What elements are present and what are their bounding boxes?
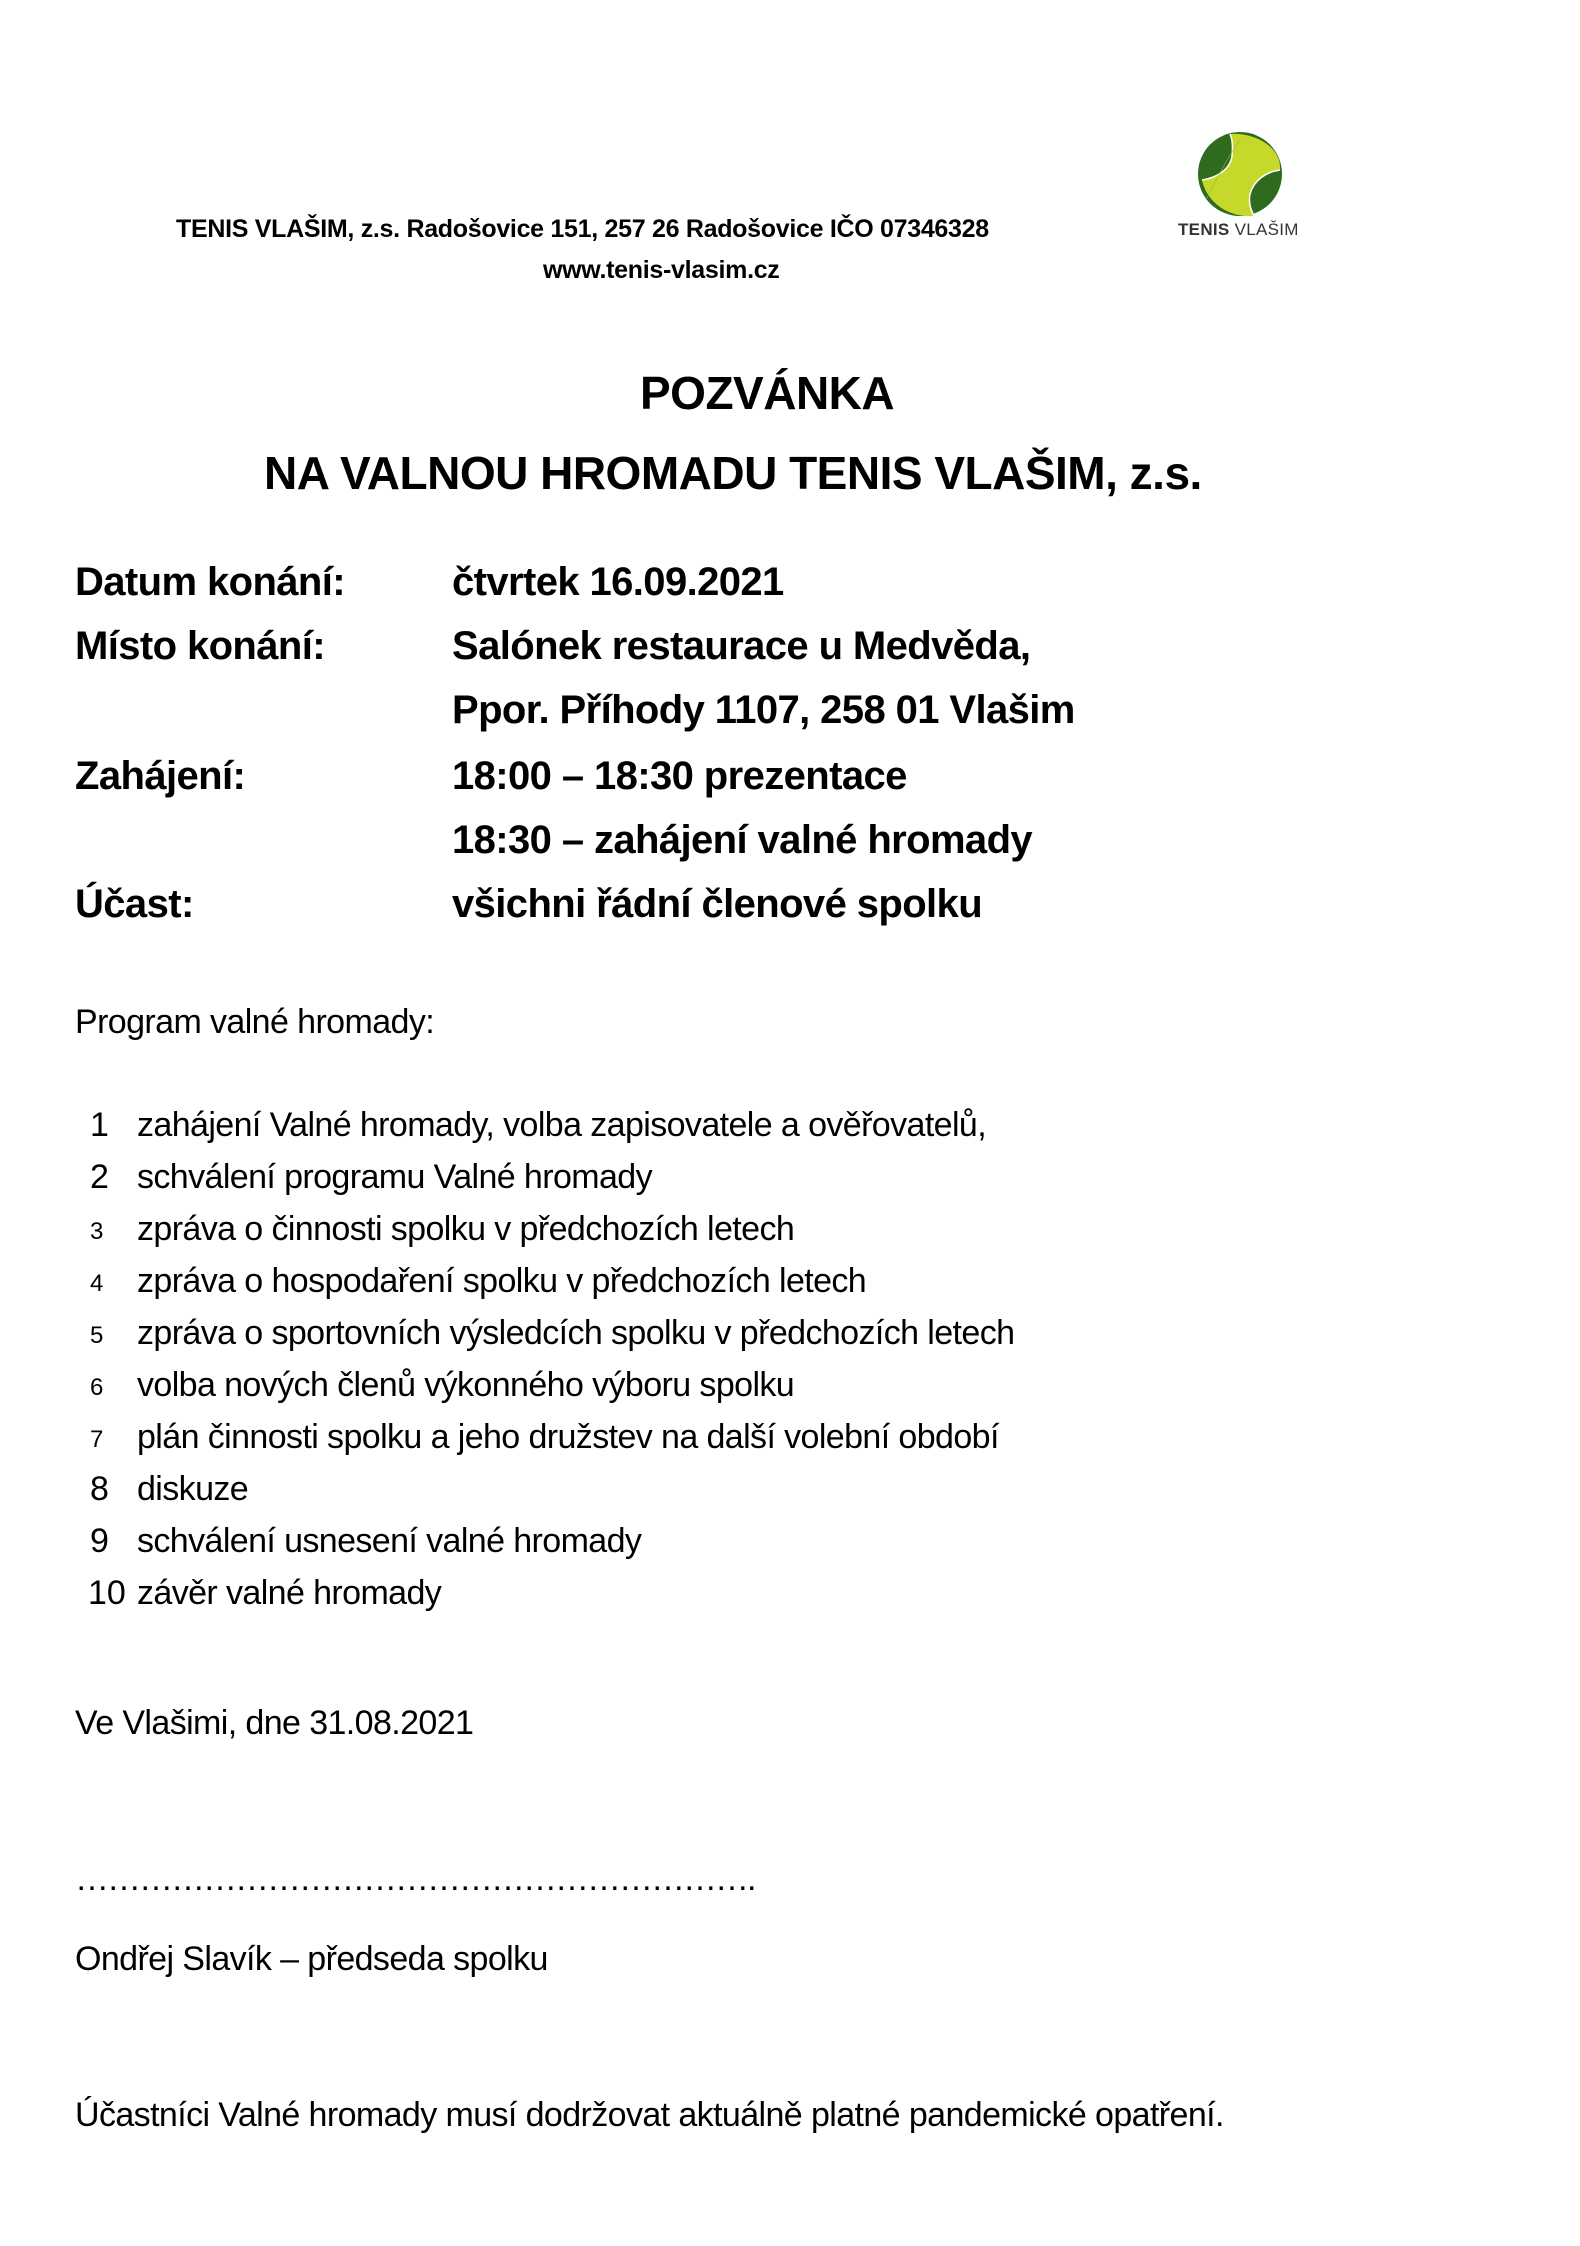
title-line-2: NA VALNOU HROMADU TENIS VLAŠIM, z.s. [264,447,1202,499]
info-value-registration: 18:00 – 18:30 prezentace [452,754,907,798]
program-item-text: zahájení Valné hromady, volba zapisovatele a ověřovatelů, [137,1106,987,1144]
website-text: www.tenis-vlasim.cz [543,256,780,284]
program-item-number: 8 [90,1470,109,1508]
program-item-text: zpráva o hospodaření spolku v předchozích letech [137,1262,867,1300]
program-item-number: 4 [90,1270,104,1297]
place-and-date: Ve Vlašimi, dne 31.08.2021 [75,1704,474,1742]
info-label-date: Datum konání: [75,560,345,604]
info-value-attendance: všichni řádní členové spolku [452,882,983,926]
signatory-name: Ondřej Slavík – předseda spolku [75,1940,548,1978]
program-item-text: zpráva o činnosti spolku v předchozích letech [137,1210,795,1248]
logo-text-bold: TENIS [1178,220,1230,239]
program-item-text: plán činnosti spolku a jeho družstev na další volební období [137,1418,999,1456]
program-item-text: zpráva o sportovních výsledcích spolku v předchozích letech [137,1314,1015,1352]
info-label-start: Zahájení: [75,754,246,798]
program-heading: Program valné hromady: [75,1003,435,1041]
organization-address-line: TENIS VLAŠIM, z.s. Radošovice 151, 257 26 Radošovice IČO 07346328 [176,215,989,243]
info-value-address: Ppor. Příhody 1107, 258 01 Vlašim [452,688,1075,732]
info-value-start: 18:30 – zahájení valné hromady [452,818,1033,862]
program-item-text: schválení programu Valné hromady [137,1158,653,1196]
program-item-text: volba nových členů výkonného výboru spolku [137,1366,795,1404]
signature-line: ………………………………………………………. [75,1860,755,1898]
tennis-ball-leaf-icon [1196,130,1284,218]
logo-text [1178,220,1299,240]
program-item-number: 5 [90,1322,104,1349]
info-label-attendance: Účast: [75,882,194,926]
program-item-number: 1 [90,1106,109,1144]
program-item-number: 9 [90,1522,109,1560]
pandemic-notice: Účastníci Valné hromady musí dodržovat aktuálně platné pandemické opatření. [75,2096,1224,2134]
program-item-number: 2 [90,1158,109,1196]
info-value-place: Salónek restaurace u Medvěda, [452,624,1031,668]
info-value-date: čtvrtek 16.09.2021 [452,560,784,604]
title-line-1: POZVÁNKA [640,367,895,419]
logo-graphic [1196,130,1284,218]
logo-text-regular: VLAŠIM [1229,220,1299,239]
program-item-number: 6 [90,1374,104,1401]
program-item-number: 10 [88,1574,126,1612]
program-item-text: závěr valné hromady [137,1574,442,1612]
program-item-text: diskuze [137,1470,249,1508]
info-label-place: Místo konání: [75,624,325,668]
program-item-number: 7 [90,1426,104,1453]
program-item-number: 3 [90,1218,104,1245]
program-item-text: schválení usnesení valné hromady [137,1522,642,1560]
